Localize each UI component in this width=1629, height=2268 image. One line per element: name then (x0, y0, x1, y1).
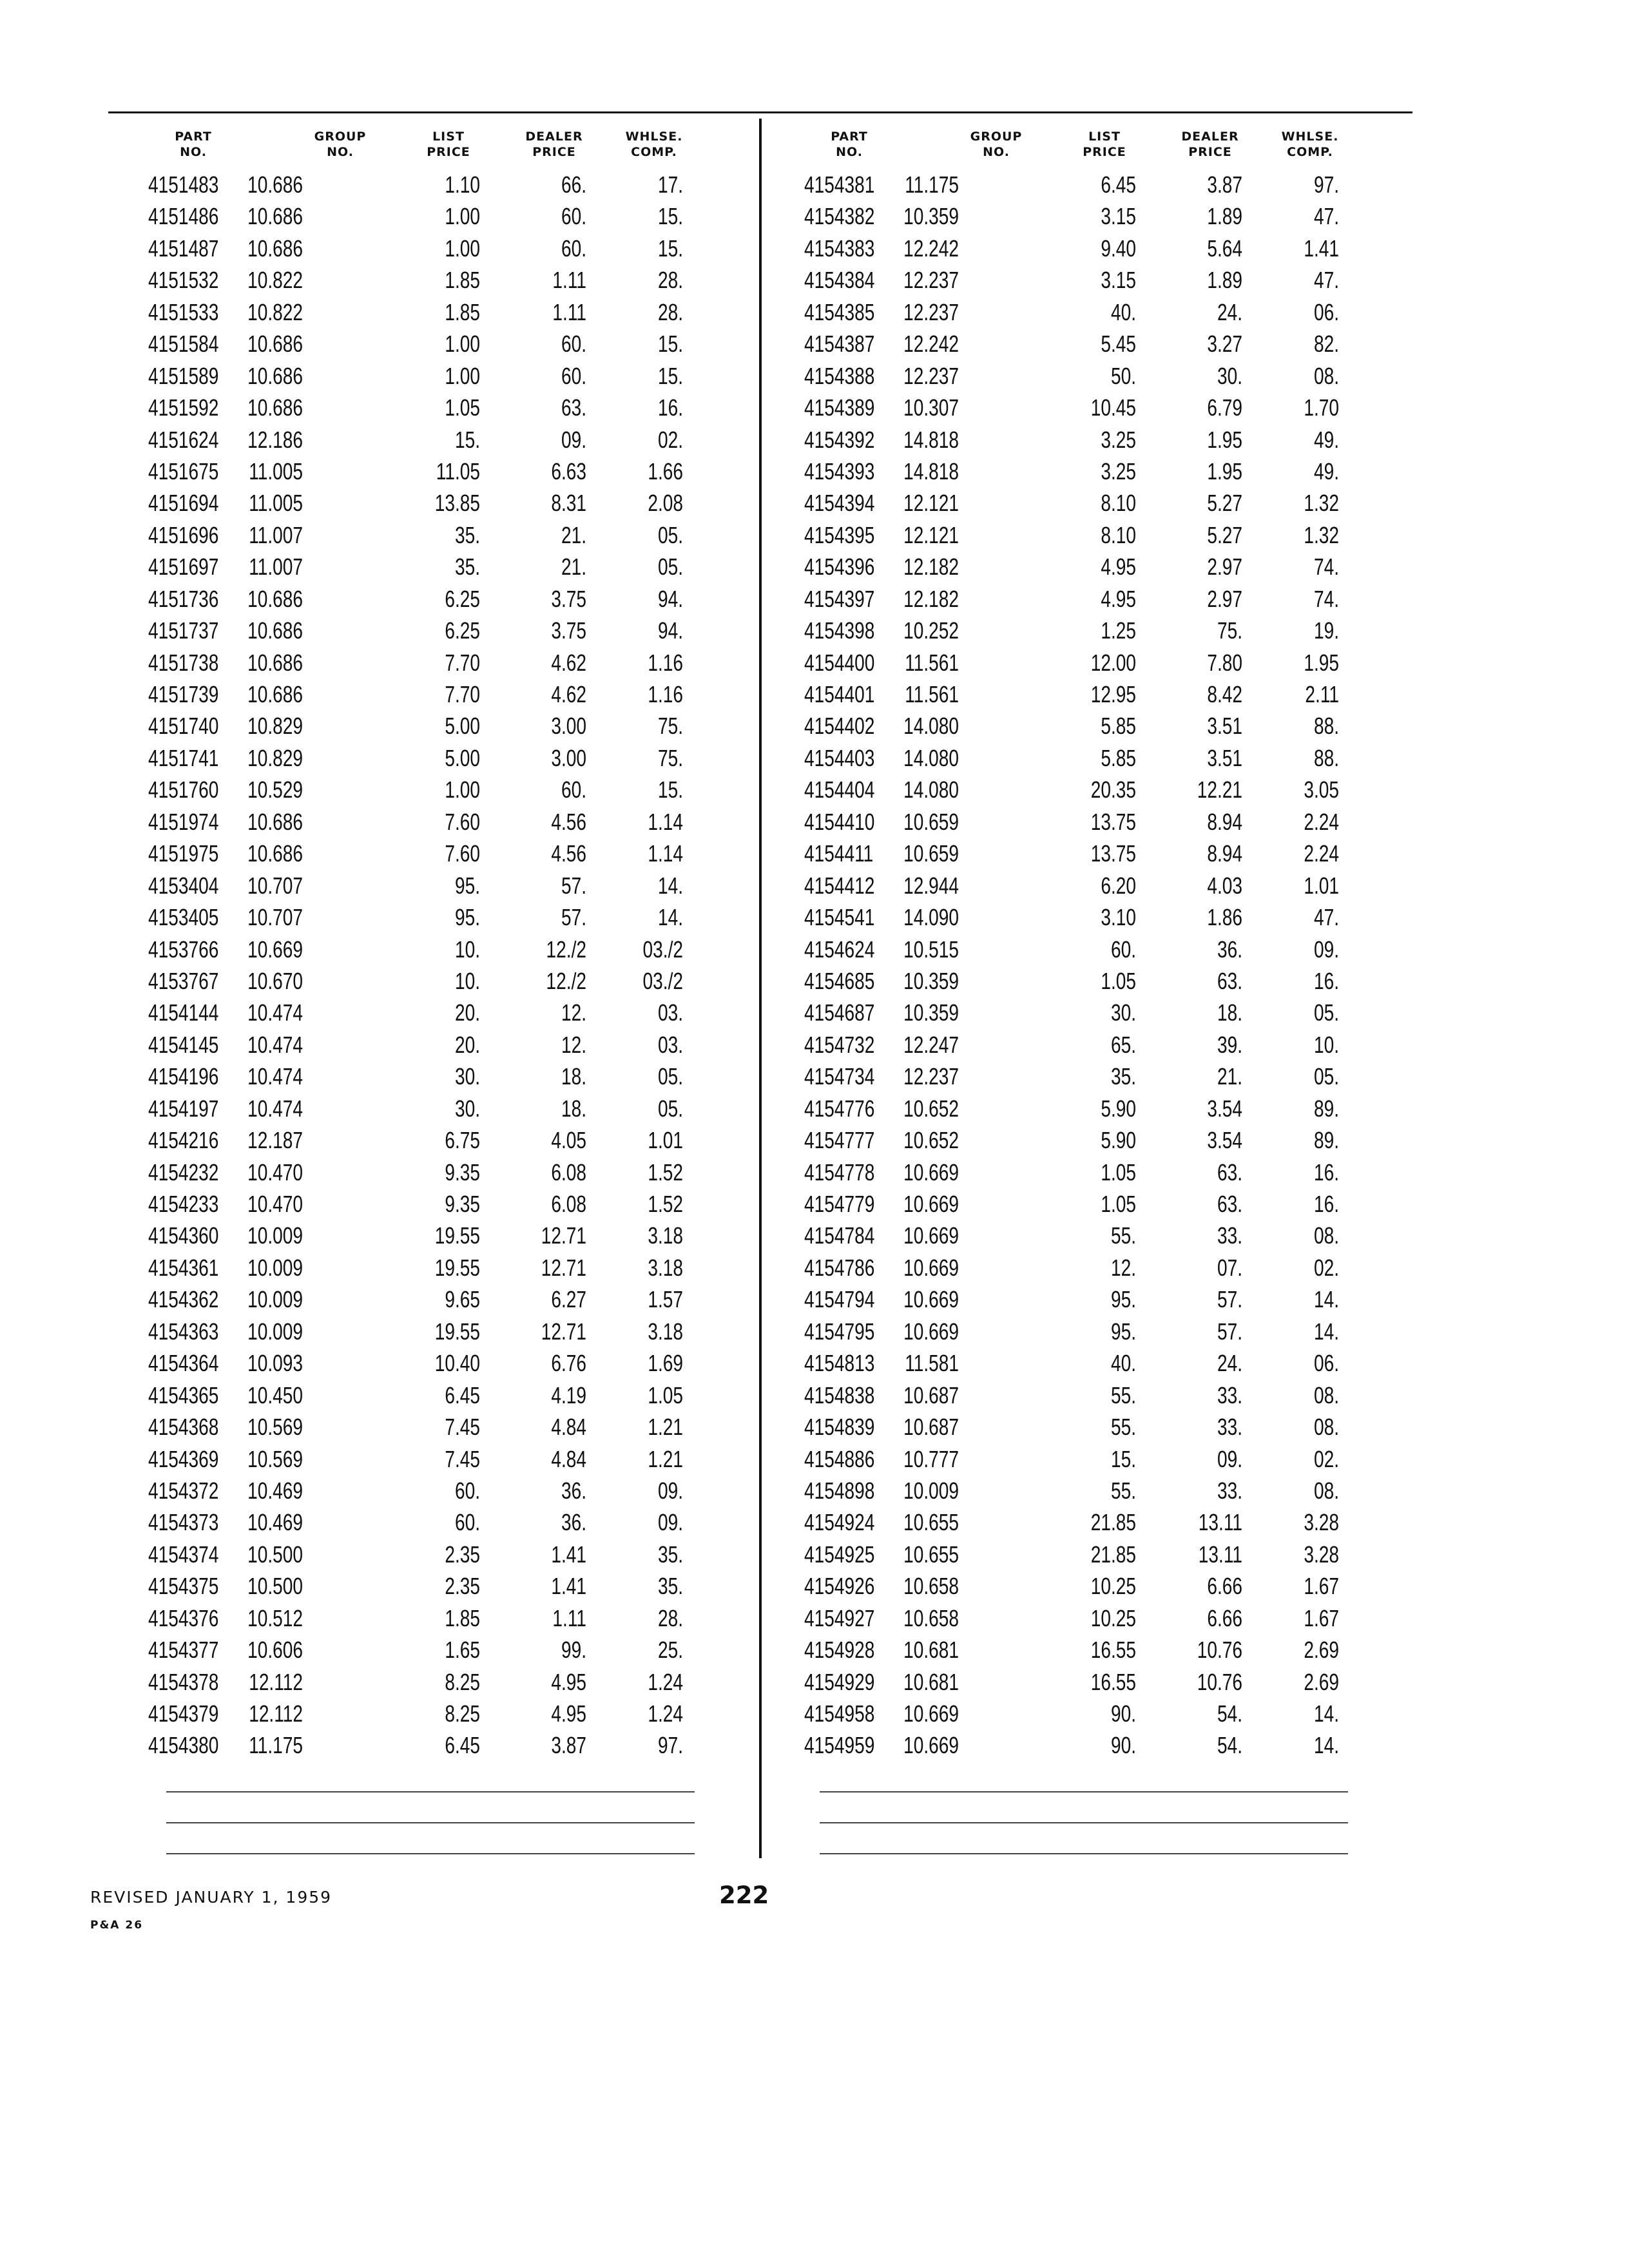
cell-part-no: 4154216 (148, 1127, 219, 1154)
table-row: 4154363 10.009 19.55 12.71 3.18 (148, 1316, 741, 1347)
cell-part-no: 4154384 (804, 267, 875, 294)
header-part-no: PART NO. (831, 130, 868, 159)
table-row: 4154402 14.080 5.85 3.51 .88 (804, 710, 1397, 742)
table-row: 4151589 10.686 1.00 .60 .15 (148, 360, 741, 392)
table-body (804, 169, 1397, 1762)
cell-part-no: 4154400 (804, 649, 875, 676)
cell-part-no: 4154794 (804, 1286, 875, 1313)
cell-part-no: 4154383 (804, 235, 875, 262)
cell-part-no: 4154624 (804, 936, 875, 963)
header-group-no: GROUP NO. (314, 130, 367, 159)
table-row: 4154838 10.687 .55 .33 .08 (804, 1379, 1397, 1411)
cell-part-no: 4151738 (148, 649, 219, 676)
cell-part-no: 4154362 (148, 1286, 219, 1313)
table-row: 4151675 11.005 11.05 6.63 1.66 (148, 456, 741, 487)
cell-part-no: 4151592 (148, 394, 219, 421)
table-row: 4151974 10.686 7.60 4.56 1.14 (148, 806, 741, 838)
cell-part-no: 4154393 (804, 457, 875, 485)
table-row: 4151533 10.822 1.85 1.11 .28 (148, 296, 741, 328)
blank-line (820, 1822, 1348, 1823)
cell-part-no: 4154373 (148, 1509, 219, 1536)
cell-part-no: 4151584 (148, 331, 219, 358)
table-row: 4154687 10.359 .30 .18 .05 (804, 997, 1397, 1028)
table-row: 4154372 10.469 .60 .36 .09 (148, 1475, 741, 1506)
table-row: 4153404 10.707 .95 .57 .14 (148, 870, 741, 901)
cell-part-no: 4154813 (804, 1350, 875, 1377)
cell-part-no: 4154779 (804, 1191, 875, 1217)
table-row: 4154685 10.359 1.05 .63 .16 (804, 965, 1397, 997)
table-row: 4154776 10.652 5.90 3.54 .89 (804, 1093, 1397, 1124)
table-row: 4154360 10.009 19.55 12.71 3.18 (148, 1220, 741, 1251)
table-row: 4154216 12.187 6.75 4.05 1.01 (148, 1124, 741, 1156)
blank-line (166, 1822, 695, 1823)
cell-part-no: 4151696 (148, 521, 219, 548)
cell-part-no: 4154363 (148, 1318, 219, 1345)
cell-part-no: 4154687 (804, 999, 875, 1026)
table-row: 4153405 10.707 .95 .57 .14 (148, 901, 741, 933)
table-row: 4154929 10.681 16.55 10.76 2.69 (804, 1666, 1397, 1698)
cell-part-no: 4151694 (148, 490, 219, 517)
table-row: 4154365 10.450 6.45 4.19 1.05 (148, 1379, 741, 1411)
table-row: 4154384 12.237 3.15 1.89 .47 (804, 264, 1397, 296)
table-row: 4154364 10.093 10.40 6.76 1.69 (148, 1347, 741, 1379)
cell-part-no: 4154394 (804, 490, 875, 517)
cell-part-no: 4154778 (804, 1158, 875, 1186)
cell-part-no: 4154233 (148, 1191, 219, 1217)
blank-entry-lines (166, 1791, 695, 1884)
cell-part-no: 4154927 (804, 1604, 875, 1631)
cell-part-no: 4154958 (804, 1700, 875, 1727)
table-row: 4151483 10.686 1.10 .66 .17 (148, 169, 741, 200)
table-row: 4151584 10.686 1.00 .60 .15 (148, 328, 741, 360)
cell-part-no: 4153767 (148, 967, 219, 994)
table-row: 4154779 10.669 1.05 .63 .16 (804, 1188, 1397, 1220)
header-list-price: LIST PRICE (427, 130, 470, 159)
cell-part-no: 4154924 (804, 1509, 875, 1536)
cell-part-no: 4154368 (148, 1414, 219, 1441)
cell-part-no: 4151741 (148, 744, 219, 771)
table-row: 4154196 10.474 .30 .18 .05 (148, 1061, 741, 1092)
header-dealer-price: DEALER PRICE (525, 130, 583, 159)
table-row: 4154144 10.474 .20 .12 .03 (148, 997, 741, 1028)
cell-part-no: 4154404 (804, 776, 875, 803)
table-row: 4154795 10.669 .95 .57 .14 (804, 1316, 1397, 1347)
cell-part-no: 4151486 (148, 203, 219, 230)
table-row: 4151486 10.686 1.00 .60 .15 (148, 200, 741, 232)
table-row: 4154784 10.669 .55 .33 .08 (804, 1220, 1397, 1251)
cell-part-no: 4154959 (804, 1732, 875, 1759)
table-row: 4154925 10.655 21.85 13.11 3.28 (804, 1539, 1397, 1570)
cell-part-no: 4151675 (148, 457, 219, 485)
cell-part-no: 4154410 (804, 808, 875, 835)
table-row: 4154395 12.121 8.10 5.27 1.32 (804, 519, 1397, 551)
table-row: 4154400 11.561 12.00 7.80 1.95 (804, 647, 1397, 678)
table-row: 4154362 10.009 9.65 6.27 1.57 (148, 1283, 741, 1315)
header-part-no: PART NO. (175, 130, 212, 159)
table-row: 4154379 12.112 8.25 4.95 1.24 (148, 1698, 741, 1729)
cell-part-no: 4154365 (148, 1381, 219, 1408)
header-whlse-comp: WHLSE. COMP. (1281, 130, 1339, 159)
cell-part-no: 4154928 (804, 1637, 875, 1664)
cell-part-no: 4151483 (148, 171, 219, 198)
table-row: 4151741 10.829 5.00 3.00 .75 (148, 742, 741, 774)
cell-part-no: 4154381 (804, 171, 875, 198)
cell-part-no: 4153404 (148, 872, 219, 899)
table-row: 4154401 11.561 12.95 8.42 2.11 (804, 678, 1397, 710)
table-row: 4154393 14.818 3.25 1.95 .49 (804, 456, 1397, 487)
cell-part-no: 4153766 (148, 936, 219, 963)
table-row: 4154378 12.112 8.25 4.95 1.24 (148, 1666, 741, 1698)
cell-part-no: 4151624 (148, 426, 219, 453)
column-divider (759, 119, 762, 1858)
cell-part-no: 4154361 (148, 1254, 219, 1281)
table-row: 4154794 10.669 .95 .57 .14 (804, 1283, 1397, 1315)
header-whlse-comp: WHLSE. COMP. (625, 130, 683, 159)
cell-part-no: 4154898 (804, 1477, 875, 1504)
cell-part-no: 4151975 (148, 840, 219, 867)
cell-part-no: 4154541 (804, 904, 875, 931)
cell-part-no: 4154364 (148, 1350, 219, 1377)
cell-part-no: 4154398 (804, 617, 875, 644)
blank-entry-lines (820, 1791, 1348, 1884)
table-row: 4154778 10.669 1.05 .63 .16 (804, 1157, 1397, 1188)
table-row: 4151592 10.686 1.05 .63 .16 (148, 392, 741, 423)
table-row: 4154376 10.512 1.85 1.11 .28 (148, 1602, 741, 1634)
cell-part-no: 4154388 (804, 362, 875, 389)
header-dealer-price: DEALER PRICE (1181, 130, 1239, 159)
table-row: 4154369 10.569 7.45 4.84 1.21 (148, 1443, 741, 1475)
table-row: 4154926 10.658 10.25 6.66 1.67 (804, 1570, 1397, 1602)
table-row: 4154392 14.818 3.25 1.95 .49 (804, 424, 1397, 456)
cell-part-no: 4151739 (148, 681, 219, 707)
table-row: 4151975 10.686 7.60 4.56 1.14 (148, 838, 741, 869)
table-row: 4154411 10.659 13.75 8.94 2.24 (804, 838, 1397, 869)
table-row: 4154381 11.175 6.45 3.87 .97 (804, 169, 1397, 200)
cell-part-no: 4151533 (148, 298, 219, 325)
blank-line (820, 1853, 1348, 1854)
cell-part-no: 4154777 (804, 1127, 875, 1154)
left-price-table (148, 129, 741, 1762)
cell-part-no: 4154403 (804, 744, 875, 771)
cell-part-no: 4154389 (804, 394, 875, 421)
cell-part-no: 4154375 (148, 1573, 219, 1600)
table-row: 4154404 14.080 20.35 12.21 3.05 (804, 774, 1397, 805)
table-row: 4154387 12.242 5.45 3.27 .82 (804, 328, 1397, 360)
cell-part-no: 4154369 (148, 1445, 219, 1472)
cell-part-no: 4154374 (148, 1541, 219, 1568)
table-row: 4151740 10.829 5.00 3.00 .75 (148, 710, 741, 742)
table-row: 4154732 12.247 .65 .39 .10 (804, 1029, 1397, 1061)
table-row: 4154232 10.470 9.35 6.08 1.52 (148, 1157, 741, 1188)
table-row: 4154380 11.175 6.45 3.87 .97 (148, 1729, 741, 1761)
cell-part-no: 4151760 (148, 776, 219, 803)
table-row: 4154410 10.659 13.75 8.94 2.24 (804, 806, 1397, 838)
table-row: 4154927 10.658 10.25 6.66 1.67 (804, 1602, 1397, 1634)
table-row: 4154958 10.669 .90 .54 .14 (804, 1698, 1397, 1729)
cell-part-no: 4154395 (804, 521, 875, 548)
cell-part-no: 4154377 (148, 1637, 219, 1664)
table-row: 4154541 14.090 3.10 1.86 .47 (804, 901, 1397, 933)
table-row: 4154928 10.681 16.55 10.76 2.69 (804, 1634, 1397, 1666)
cell-part-no: 4154196 (148, 1063, 219, 1090)
table-row: 4154382 10.359 3.15 1.89 .47 (804, 200, 1397, 232)
table-row: 4154396 12.182 4.95 2.97 .74 (804, 551, 1397, 582)
table-row: 4154898 10.009 .55 .33 .08 (804, 1475, 1397, 1506)
blank-line (166, 1853, 695, 1854)
cell-part-no: 4154387 (804, 331, 875, 358)
cell-part-no: 4154839 (804, 1414, 875, 1441)
cell-part-no: 4154360 (148, 1222, 219, 1249)
cell-part-no: 4154379 (148, 1700, 219, 1727)
cell-part-no: 4154784 (804, 1222, 875, 1249)
table-row: 4154777 10.652 5.90 3.54 .89 (804, 1124, 1397, 1156)
cell-part-no: 4154925 (804, 1541, 875, 1568)
table-row: 4151737 10.686 6.25 3.75 .94 (148, 615, 741, 646)
table-row: 4154398 10.252 1.25 .75 .19 (804, 615, 1397, 646)
cell-part-no: 4154144 (148, 999, 219, 1026)
table-row: 4154886 10.777 .15 .09 .02 (804, 1443, 1397, 1475)
table-row: 4151532 10.822 1.85 1.11 .28 (148, 264, 741, 296)
table-row: 4151738 10.686 7.70 4.62 1.16 (148, 647, 741, 678)
blank-line (166, 1791, 695, 1792)
table-row: 4154375 10.500 2.35 1.41 .35 (148, 1570, 741, 1602)
cell-part-no: 4154378 (148, 1668, 219, 1695)
cell-part-no: 4154732 (804, 1031, 875, 1058)
table-row: 4154924 10.655 21.85 13.11 3.28 (804, 1506, 1397, 1538)
cell-part-no: 4151532 (148, 267, 219, 294)
table-row: 4154813 11.581 .40 .24 .06 (804, 1347, 1397, 1379)
table-row: 4154377 10.606 1.65 .99 .25 (148, 1634, 741, 1666)
cell-part-no: 4154685 (804, 967, 875, 994)
cell-part-no: 4151740 (148, 713, 219, 740)
form-code: P&A 26 (90, 1919, 144, 1932)
table-row: 4154959 10.669 .90 .54 .14 (804, 1729, 1397, 1761)
table-row: 4151739 10.686 7.70 4.62 1.16 (148, 678, 741, 710)
table-row: 4154389 10.307 10.45 6.79 1.70 (804, 392, 1397, 423)
cell-part-no: 4154734 (804, 1063, 875, 1090)
table-row: 4154368 10.569 7.45 4.84 1.21 (148, 1411, 741, 1443)
cell-part-no: 4154372 (148, 1477, 219, 1504)
cell-part-no: 4154397 (804, 585, 875, 612)
table-row: 4154403 14.080 5.85 3.51 .88 (804, 742, 1397, 774)
cell-part-no: 4154401 (804, 681, 875, 707)
page-number: 222 (719, 1881, 769, 1909)
table-row: 4154145 10.474 .20 .12 .03 (148, 1029, 741, 1061)
revised-date: REVISED JANUARY 1, 1959 (90, 1888, 333, 1907)
cell-part-no: 4151974 (148, 808, 219, 835)
table-row: 4154397 12.182 4.95 2.97 .74 (804, 583, 1397, 615)
table-row: 4154388 12.237 .50 .30 .08 (804, 360, 1397, 392)
cell-part-no: 4154926 (804, 1573, 875, 1600)
table-row: 4154197 10.474 .30 .18 .05 (148, 1093, 741, 1124)
cell-part-no: 4154380 (148, 1732, 219, 1759)
table-row: 4154373 10.469 .60 .36 .09 (148, 1506, 741, 1538)
cell-part-no: 4151736 (148, 585, 219, 612)
table-row: 4154394 12.121 8.10 5.27 1.32 (804, 487, 1397, 519)
table-row: 4154233 10.470 9.35 6.08 1.52 (148, 1188, 741, 1220)
table-row: 4154734 12.237 .35 .21 .05 (804, 1061, 1397, 1092)
cell-part-no: 4151487 (148, 235, 219, 262)
cell-part-no: 4154886 (804, 1445, 875, 1472)
cell-part-no: 4154232 (148, 1158, 219, 1186)
cell-part-no: 4154776 (804, 1095, 875, 1122)
cell-part-no: 4154786 (804, 1254, 875, 1281)
cell-part-no: 4153405 (148, 904, 219, 931)
table-row: 4154374 10.500 2.35 1.41 .35 (148, 1539, 741, 1570)
table-row: 4154361 10.009 19.55 12.71 3.18 (148, 1252, 741, 1283)
table-row: 4154624 10.515 .60 .36 .09 (804, 934, 1397, 965)
table-row: 4151694 11.005 13.85 8.31 2.08 (148, 487, 741, 519)
table-row: 4154786 10.669 .12 .07 .02 (804, 1252, 1397, 1283)
table-row: 4153767 10.670 .10 2/.12 2/.03 (148, 965, 741, 997)
top-rule (108, 111, 1412, 113)
table-row: 4151487 10.686 1.00 .60 .15 (148, 233, 741, 264)
table-row: 4154412 12.944 6.20 4.03 1.01 (804, 870, 1397, 901)
table-header (804, 129, 1397, 169)
right-price-table (804, 129, 1397, 1762)
table-row: 4154385 12.237 .40 .24 .06 (804, 296, 1397, 328)
cell-part-no: 4154392 (804, 426, 875, 453)
cell-part-no: 4154411 (804, 840, 874, 867)
table-row: 4151696 11.007 .35 .21 .05 (148, 519, 741, 551)
header-group-no: GROUP NO. (970, 130, 1023, 159)
cell-part-no: 4154929 (804, 1668, 875, 1695)
cell-part-no: 4151697 (148, 553, 219, 581)
cell-part-no: 4151737 (148, 617, 219, 644)
table-row: 4154839 10.687 .55 .33 .08 (804, 1411, 1397, 1443)
table-row: 4151736 10.686 6.25 3.75 .94 (148, 583, 741, 615)
blank-line (820, 1791, 1348, 1792)
table-row: 4151760 10.529 1.00 .60 .15 (148, 774, 741, 805)
cell-part-no: 4154795 (804, 1318, 875, 1345)
cell-part-no: 4154396 (804, 553, 875, 581)
cell-part-no: 4154376 (148, 1604, 219, 1631)
table-header (148, 129, 741, 169)
cell-part-no: 4154145 (148, 1031, 219, 1058)
cell-part-no: 4154402 (804, 713, 875, 740)
cell-part-no: 4154838 (804, 1381, 875, 1408)
table-row: 4151624 12.186 .15 .09 .02 (148, 424, 741, 456)
table-row: 4154383 12.242 9.40 5.64 1.41 (804, 233, 1397, 264)
cell-part-no: 4154197 (148, 1095, 219, 1122)
table-body (148, 169, 741, 1762)
cell-part-no: 4154382 (804, 203, 875, 230)
header-list-price: LIST PRICE (1083, 130, 1126, 159)
cell-part-no: 4151589 (148, 362, 219, 389)
table-row: 4153766 10.669 .10 2/.12 2/.03 (148, 934, 741, 965)
cell-part-no: 4154385 (804, 298, 875, 325)
table-row: 4151697 11.007 .35 .21 .05 (148, 551, 741, 582)
cell-part-no: 4154412 (804, 872, 875, 899)
